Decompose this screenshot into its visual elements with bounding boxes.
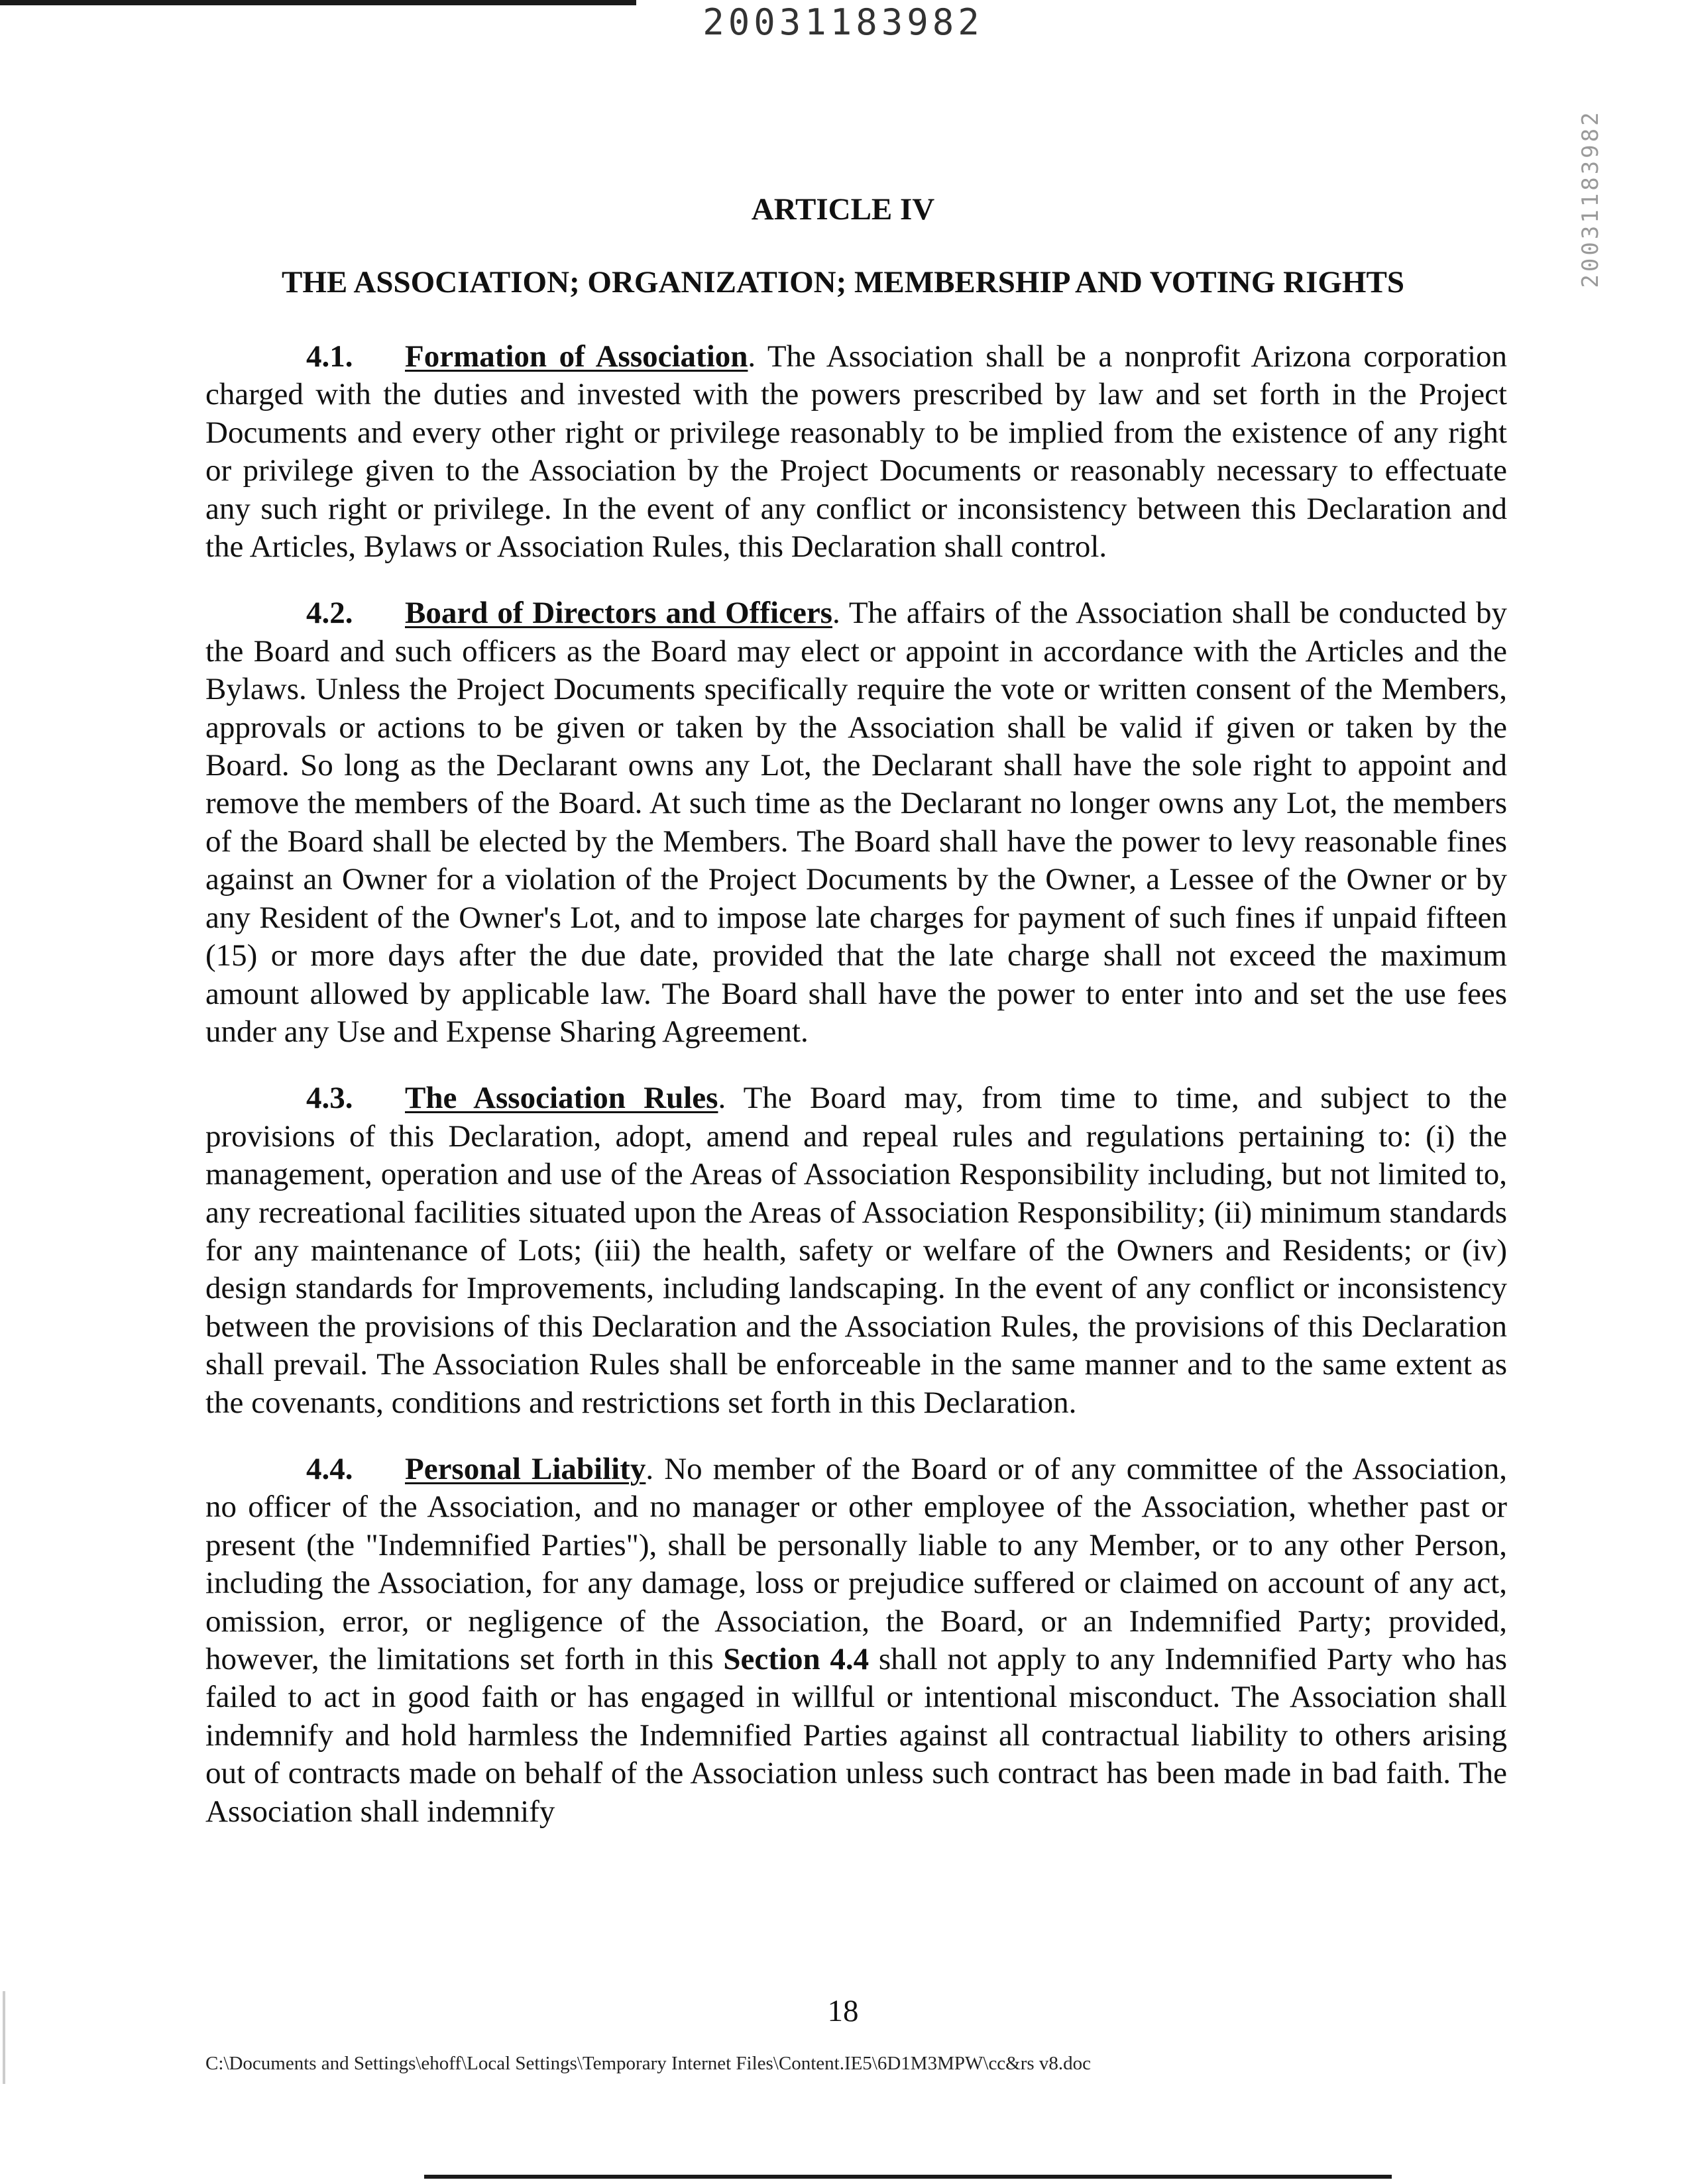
bottom-scan-rule bbox=[424, 2175, 1392, 2179]
section-title: Board of Directors and Officers bbox=[405, 596, 832, 631]
section-title: Personal Liability bbox=[405, 1451, 646, 1486]
section-text: . The Association shall be a nonprofit Arizona corporation charged with the duties and invested with the powers prescribed by law and set forth in the Project Documents and every other right or privilege reasonably to be implied from the existence of any right or privilege given to the Association by the Project Documents or reasonably necessary to effectuate any such right or privilege. In the event of any conflict or inconsistency between this Declaration and the Articles, Bylaws or Association Rules, this Declaration shall control. bbox=[205, 339, 1507, 565]
section-4-4 bbox=[205, 1450, 1507, 1831]
document-body bbox=[205, 338, 1507, 1859]
section-text: . The affairs of the Association shall be conducted by the Board and such officers as the Board may elect or appoint in accordance with the Articles and the Bylaws. Unless the Project Documents specifically require the vote or written consent of the Members, approvals or actions to be given or taken by the Association shall be valid if given or taken by the Board. So long as the Declarant owns any Lot, the Declarant shall have the sole right to appoint and remove the members of the Board. At such time as the Declarant no longer owns any Lot, the members of the Board shall be elected by the Members. The Board shall have the power to levy reasonable fines against an Owner for a violation of the Project Documents by the Owner, a Lessee of the Owner or by any Resident of the Owner's Lot, and to impose late charges for payment of such fines if unpaid fifteen (15) or more days after the due date, provided that the late charge shall not exceed the maximum amount allowed by applicable law. The Board shall have the power to enter into and set the use fees under any Use and Expense Sharing Agreement. bbox=[205, 596, 1508, 1049]
section-title: The Association Rules bbox=[405, 1081, 718, 1116]
section-number: 4.2. bbox=[306, 596, 353, 631]
section-reference: Section 4.4 bbox=[723, 1642, 870, 1676]
section-4-2 bbox=[205, 594, 1507, 1051]
page-number: 18 bbox=[827, 1994, 859, 2028]
section-number: 4.4. bbox=[306, 1451, 353, 1486]
section-text-continued: shall not apply to any Indemnified Party who has failed to act in good faith or has engaged in willful or intentional misconduct. The Association shall indemnify and hold harmless the Indemnified Parties against all contractual liability to others arising out of contracts made on behalf of the Association unless such contract has been made in bad faith. The Association shall indemnify bbox=[205, 1642, 1508, 1829]
article-subtitle: THE ASSOCIATION; ORGANIZATION; MEMBERSHIP AND VOTING RIGHTS bbox=[282, 265, 1404, 300]
margin-stamp-text: 20031183982 bbox=[1577, 109, 1604, 288]
section-text: . No member of the Board or of any committee of the Association, no officer of the Association, and no manager or other employee of the Association, whether past or present (the "Indemnified Parties"), shall be personally liable to any Member, or to any other Person, including the Association, for any damage, loss or prejudice suffered or claimed on account of any act, omission, error, or negligence of the Association, the Board, or an Indemnified Party; provided, however, the limitations set forth in this bbox=[205, 1451, 1508, 1676]
section-text: . The Board may, from time to time, and subject to the provisions of this Declaration, adopt, amend and repeal rules and regulations pertaining to: (i) the management, operation and use of the Areas of Association Responsibility including, but not limited to, any recreational facilities situated upon the Areas of Association Responsibility; (ii) minimum standards for any maintenance of Lots; (iii) the health, safety or welfare of the Owners and Residents; or (iv) design standards for Improvements, including landscaping. In the event of any conflict or inconsistency between the provisions of this Declaration and the Association Rules, the provisions of this Declaration shall prevail. The Association Rules shall be enforceable in the same manner and to the same extent as the covenants, conditions and restrictions set forth in this Declaration. bbox=[205, 1081, 1507, 1420]
section-4-3 bbox=[205, 1079, 1507, 1422]
scan-edge-mark bbox=[3, 1991, 5, 2084]
document-number: 20031183982 bbox=[702, 1, 984, 43]
file-path: C:\Documents and Settings\ehoff\Local Settings\Temporary Internet Files\Content.IE5\6D1M3MPW\cc&rs v8.doc bbox=[205, 2053, 1092, 2074]
section-4-1 bbox=[205, 338, 1507, 566]
section-number: 4.3. bbox=[306, 1081, 353, 1116]
section-title: Formation of Association bbox=[405, 339, 748, 374]
section-number: 4.1. bbox=[306, 339, 353, 374]
article-title: ARTICLE IV bbox=[751, 192, 935, 227]
